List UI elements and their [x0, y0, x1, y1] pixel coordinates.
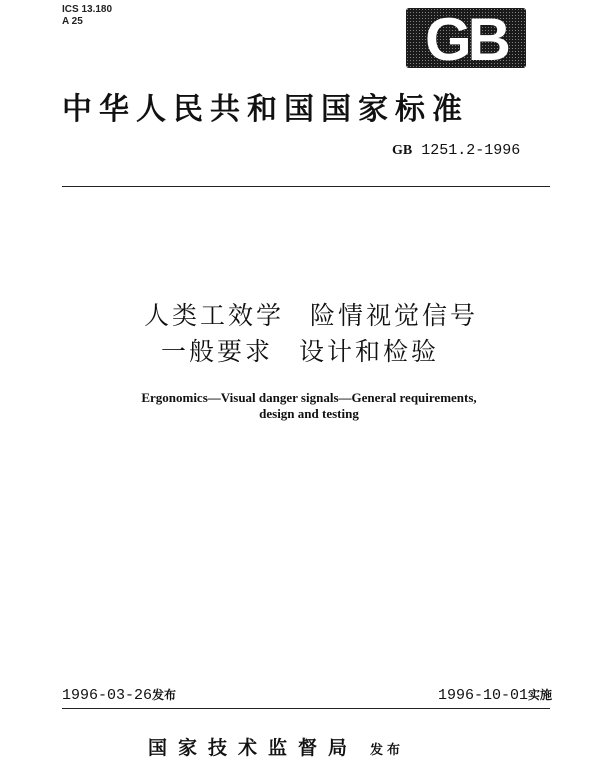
publisher-name: 国家技术监督局 — [148, 737, 359, 759]
chinese-title-part-1a: 人类工效学 — [143, 301, 284, 330]
publisher-label: 发布 — [370, 743, 405, 758]
issue-date-block — [62, 686, 176, 704]
implement-date-block — [438, 686, 552, 704]
english-title-line-1: Ergonomics—Visual danger signals—General requirements, — [141, 390, 477, 405]
chinese-title-line-2 — [0, 334, 600, 370]
footer-divider — [62, 708, 550, 709]
national-standard-title: 中华人民共和国国家标准 — [62, 92, 469, 127]
english-title — [0, 390, 600, 422]
category-code: A 25 — [62, 16, 83, 27]
implement-label: 实施 — [527, 688, 552, 702]
standard-code: 1251.2-1996 — [421, 142, 521, 159]
issue-label: 发布 — [152, 688, 177, 702]
ics-code: ICS 13.180 — [62, 4, 113, 15]
gb-logo — [406, 8, 526, 68]
chinese-title — [0, 298, 600, 370]
header-divider — [62, 186, 550, 187]
issue-date: 1996-03-26 — [62, 687, 153, 704]
chinese-title-part-2a: 一般要求 — [160, 337, 273, 366]
implement-date: 1996-10-01 — [437, 687, 528, 704]
chinese-title-part-2b: 设计和检验 — [299, 337, 440, 366]
english-title-line-2: design and testing — [259, 406, 359, 421]
standard-prefix: GB — [392, 143, 413, 158]
gb-logo-text: GB — [425, 8, 507, 68]
chinese-title-part-1b: 险情视觉信号 — [310, 301, 479, 330]
standard-number — [392, 142, 520, 159]
chinese-title-line-1 — [0, 298, 600, 334]
classification-codes — [62, 4, 112, 28]
publisher-block — [148, 733, 404, 760]
